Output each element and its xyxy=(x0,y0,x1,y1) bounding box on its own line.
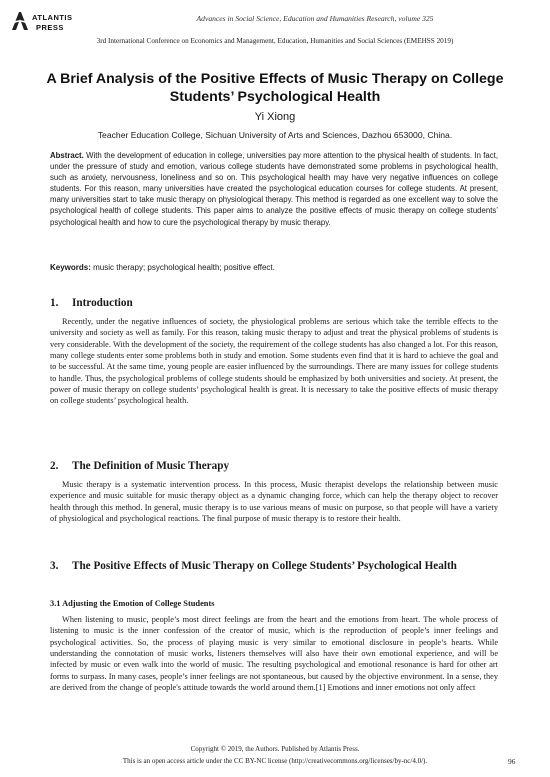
section-body-1: Recently, under the negative influences of society, the physiological problems are serious which take the terrible effects to the university and society as well as family. For this reason, taking music therapy to adjust and treat the physical problems of students is very considerable. With the development of the society, the requirement of the college students has also changed a lot. For this reason, many college students enter some problems both in study and emotion. Some students even find that it is hard to achieve the goal and to be successful. At the same time, young people are easier influenced by the surroundings. There are many issues for college students to handle. Thus, the psychological problems of college students should be emphasized by both universities and society. At present, the power of music therapy on college students’ psychological health is great. It is necessary to take the positive effects of music therapy on college students’ psychological health. xyxy=(50,317,498,406)
subsection-heading: 3.1 Adjusting the Emotion of College Students xyxy=(50,599,215,608)
section-number: 1. xyxy=(50,297,59,309)
author-name: Yi Xiong xyxy=(254,111,296,123)
section-heading-2 xyxy=(50,459,229,473)
section-title: The Definition of Music Therapy xyxy=(72,460,230,472)
keywords-text: music therapy; psychological health; positive effect. xyxy=(93,263,275,272)
page-number: 96 xyxy=(508,757,516,766)
publisher-logo xyxy=(10,10,80,40)
author-affiliation: Teacher Education College, Sichuan University of Arts and Sciences, Dazhou 653000, China. xyxy=(97,130,453,140)
abstract-label: Abstract. xyxy=(50,151,84,160)
abstract-text: With the development of education in college, universities pay more attention to the physical health of students. In fact, under the pressure of study and emotion, various college students have demonstrated some problems in psychological health, such as anxiety, nervousness, loneliness and so on. This psychological health may have very negative influences on college students. For this reason, many universities have created the psychological education courses for college students. At present, many universities start to take music therapy on physiological therapy. This method is regarded as one excellent way to solve the psychological health of college students. This paper aims to analyze the positive effects of music therapy on college students’ psychological health and how to cure the psychological therapy by music therapy. xyxy=(50,151,498,227)
section-heading-3 xyxy=(50,559,490,573)
section-number: 3. xyxy=(50,560,59,572)
atlantis-logo-icon xyxy=(10,10,30,32)
abstract xyxy=(50,150,498,228)
section-body-2: Music therapy is a systematic intervention process. In this process, Music therapist develops the relationship between music experience and music suitable for music therapy object as a dynamic changing force, which can help the therapy object to recover health through this method. In general, music therapy is to use various means of music on purpose, so that people will have a variety of physiological and psychological reactions. The final purpose of music therapy is to restore their health. xyxy=(50,480,498,524)
publisher-name-line2: PRESS xyxy=(36,23,64,32)
paper-title: A Brief Analysis of the Positive Effects of Music Therapy on College Students’ Psychological Health xyxy=(46,71,504,105)
footer-license: This is an open access article under the CC BY-NC license (http://creativecommons.org/licenses/by-nc/4.0/). xyxy=(122,757,428,765)
keywords-label: Keywords: xyxy=(50,263,91,272)
section-body-3: When listening to music, people’s most direct feelings are from the heart and the emotions from heart. The whole process of listening to music is the inner confession of the creator of music, which is the reproduction of people’s inner feelings and psychological activities. So, the process of playing music is very similar to emotional disclosure in people’s hearts. While understanding the connotation of music works, listeners themselves will also have their own emotional experience, and will be infected by music or even walk into the world of music. The resulting psychological and emotional resonance is hard for other art forms to surpass. In many cases, people’s inner feelings are not spontaneous, but caused by the objective environment. In a sense, they are derived from the change of people's attitude towards the world around them.[1] Emotions and inner emotions not only affect xyxy=(50,615,498,693)
section-title: Introduction xyxy=(72,297,133,309)
section-heading-1 xyxy=(50,296,133,310)
conference-header: 3rd International Conference on Economics and Management, Education, Humanities and Social Sciences (EMEHSS 2019) xyxy=(96,37,454,45)
section-title: The Positive Effects of Music Therapy on College Students’ Psychological Health xyxy=(72,560,457,572)
footer-copyright: Copyright © 2019, the Authors. Published by Atlantis Press. xyxy=(190,745,360,753)
journal-header: Advances in Social Science, Education and Humanities Research, volume 325 xyxy=(196,14,434,23)
section-number: 2. xyxy=(50,460,59,472)
publisher-name-line1: ATLANTIS xyxy=(32,13,73,22)
keywords xyxy=(50,263,498,272)
